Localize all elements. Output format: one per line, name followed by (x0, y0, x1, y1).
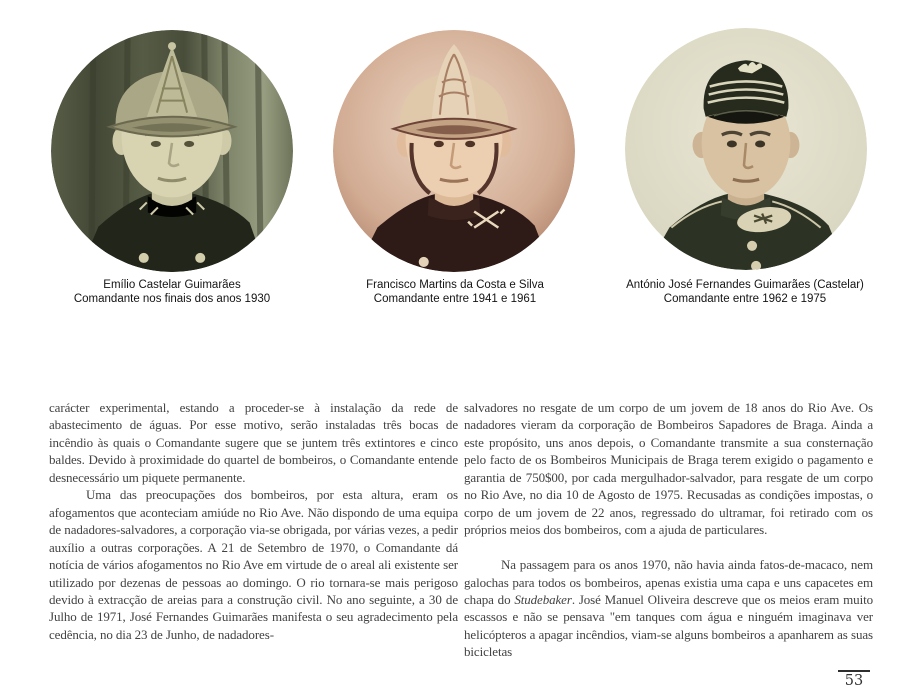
paragraph-left-2: Uma das preocupações dos bombeiros, por esta altura, eram os afogamentos que aconteciam amiúde no Rio Ave. Não dispondo de uma equipa de nadadores-salvadores, a corporação via-se obrigada, por várias vezes, a pedir auxílio a outras corporações. A 21 de Setembro de 1970, o Comandante dá notícia de vários afogamentos no Rio Ave em virtude de o areal ali existente ser utilizado por dezenas de pessoas ao domingo. O rio tornara-se mais perigoso devido à extracção de areias para a construção civil. No ano seguinte, a 30 de Julho de 1971, José Fernandes Guimarães manifesta o seu agradecimento pela cedência, no dia 23 de Junho, de nadadores- (49, 487, 458, 642)
portrait-illustration-1 (51, 30, 293, 272)
caption-portrait-3 (595, 279, 895, 306)
portrait-photo-2 (333, 30, 575, 272)
paragraph-right-2-pre: Na passagem para os anos 1970, não havia ainda fatos-de-macaco, nem galochas para todos os bombeiros, apenas existia uma capa e uns capacetes em chapa do (464, 557, 873, 607)
portrait-3-tenure: Comandante entre 1962 e 1975 (663, 292, 827, 305)
paragraph-right-2-post: . José Manuel Oliveira descreve que os meios eram muito escassos e não se pensava "em tanques com água e ninguém imaginava ver helicópteros a apagar incêndios, viam-se alguns bombeiros a apanharem as suas bicicletas (464, 591, 873, 660)
page-number: 53 (838, 670, 870, 689)
paragraph-right-2 (464, 556, 873, 661)
paragraph-left-1: carácter experimental, estando a proceder-se à instalação da rede de abastecimento de águas. Por esse motivo, serão instaladas três bocas de incêndio às quais o Comandante sugere que se juntem três extintores e cinco baldes. Devido à proximidade do quartel de bombeiros, o Comandante entende desnecessário um piquete permanente. (49, 400, 458, 485)
portrait-2-name: Francisco Martins da Costa e Silva (366, 279, 544, 291)
text-column-right (464, 399, 873, 661)
caption-portrait-1 (22, 279, 322, 306)
portrait-photo-3 (625, 28, 867, 270)
vignette (51, 30, 293, 272)
portrait-illustration-2 (333, 30, 575, 272)
text-column-left (49, 399, 458, 643)
caption-portrait-2 (305, 279, 605, 306)
paragraph-right-1: salvadores no resgate de um corpo de um jovem de 18 anos do Rio Ave. Os nadadores vieram da corporação de Bombeiros Sapadores de Braga. Ainda a este propósito, uns anos depois, o Comandante transmite a sua consternação pelo facto de os Bombeiros Municipais de Braga terem exigido o pagamento e garantia de 750$00, por cada mergulhador-salvador, para resgate de um corpo no Rio Ave, no dia 10 de Agosto de 1975. Recusadas as condições impostas, o corpo de um jovem de 22 anos, regressado do ultramar, foi retirado com os próprios meios dos bombeiros, com a ajuda de particulares. (464, 400, 873, 538)
studebaker-italic: Studebaker (514, 591, 572, 607)
portrait-illustration-3 (625, 28, 867, 270)
portrait-1-tenure: Comandante nos finais dos anos 1930 (73, 292, 271, 305)
portrait-2-tenure: Comandante entre 1941 e 1961 (373, 292, 537, 305)
portrait-1-name: Emílio Castelar Guimarães (103, 279, 241, 291)
portrait-3-name: António José Fernandes Guimarães (Castelar) (626, 279, 864, 291)
portrait-photo-1 (51, 30, 293, 272)
